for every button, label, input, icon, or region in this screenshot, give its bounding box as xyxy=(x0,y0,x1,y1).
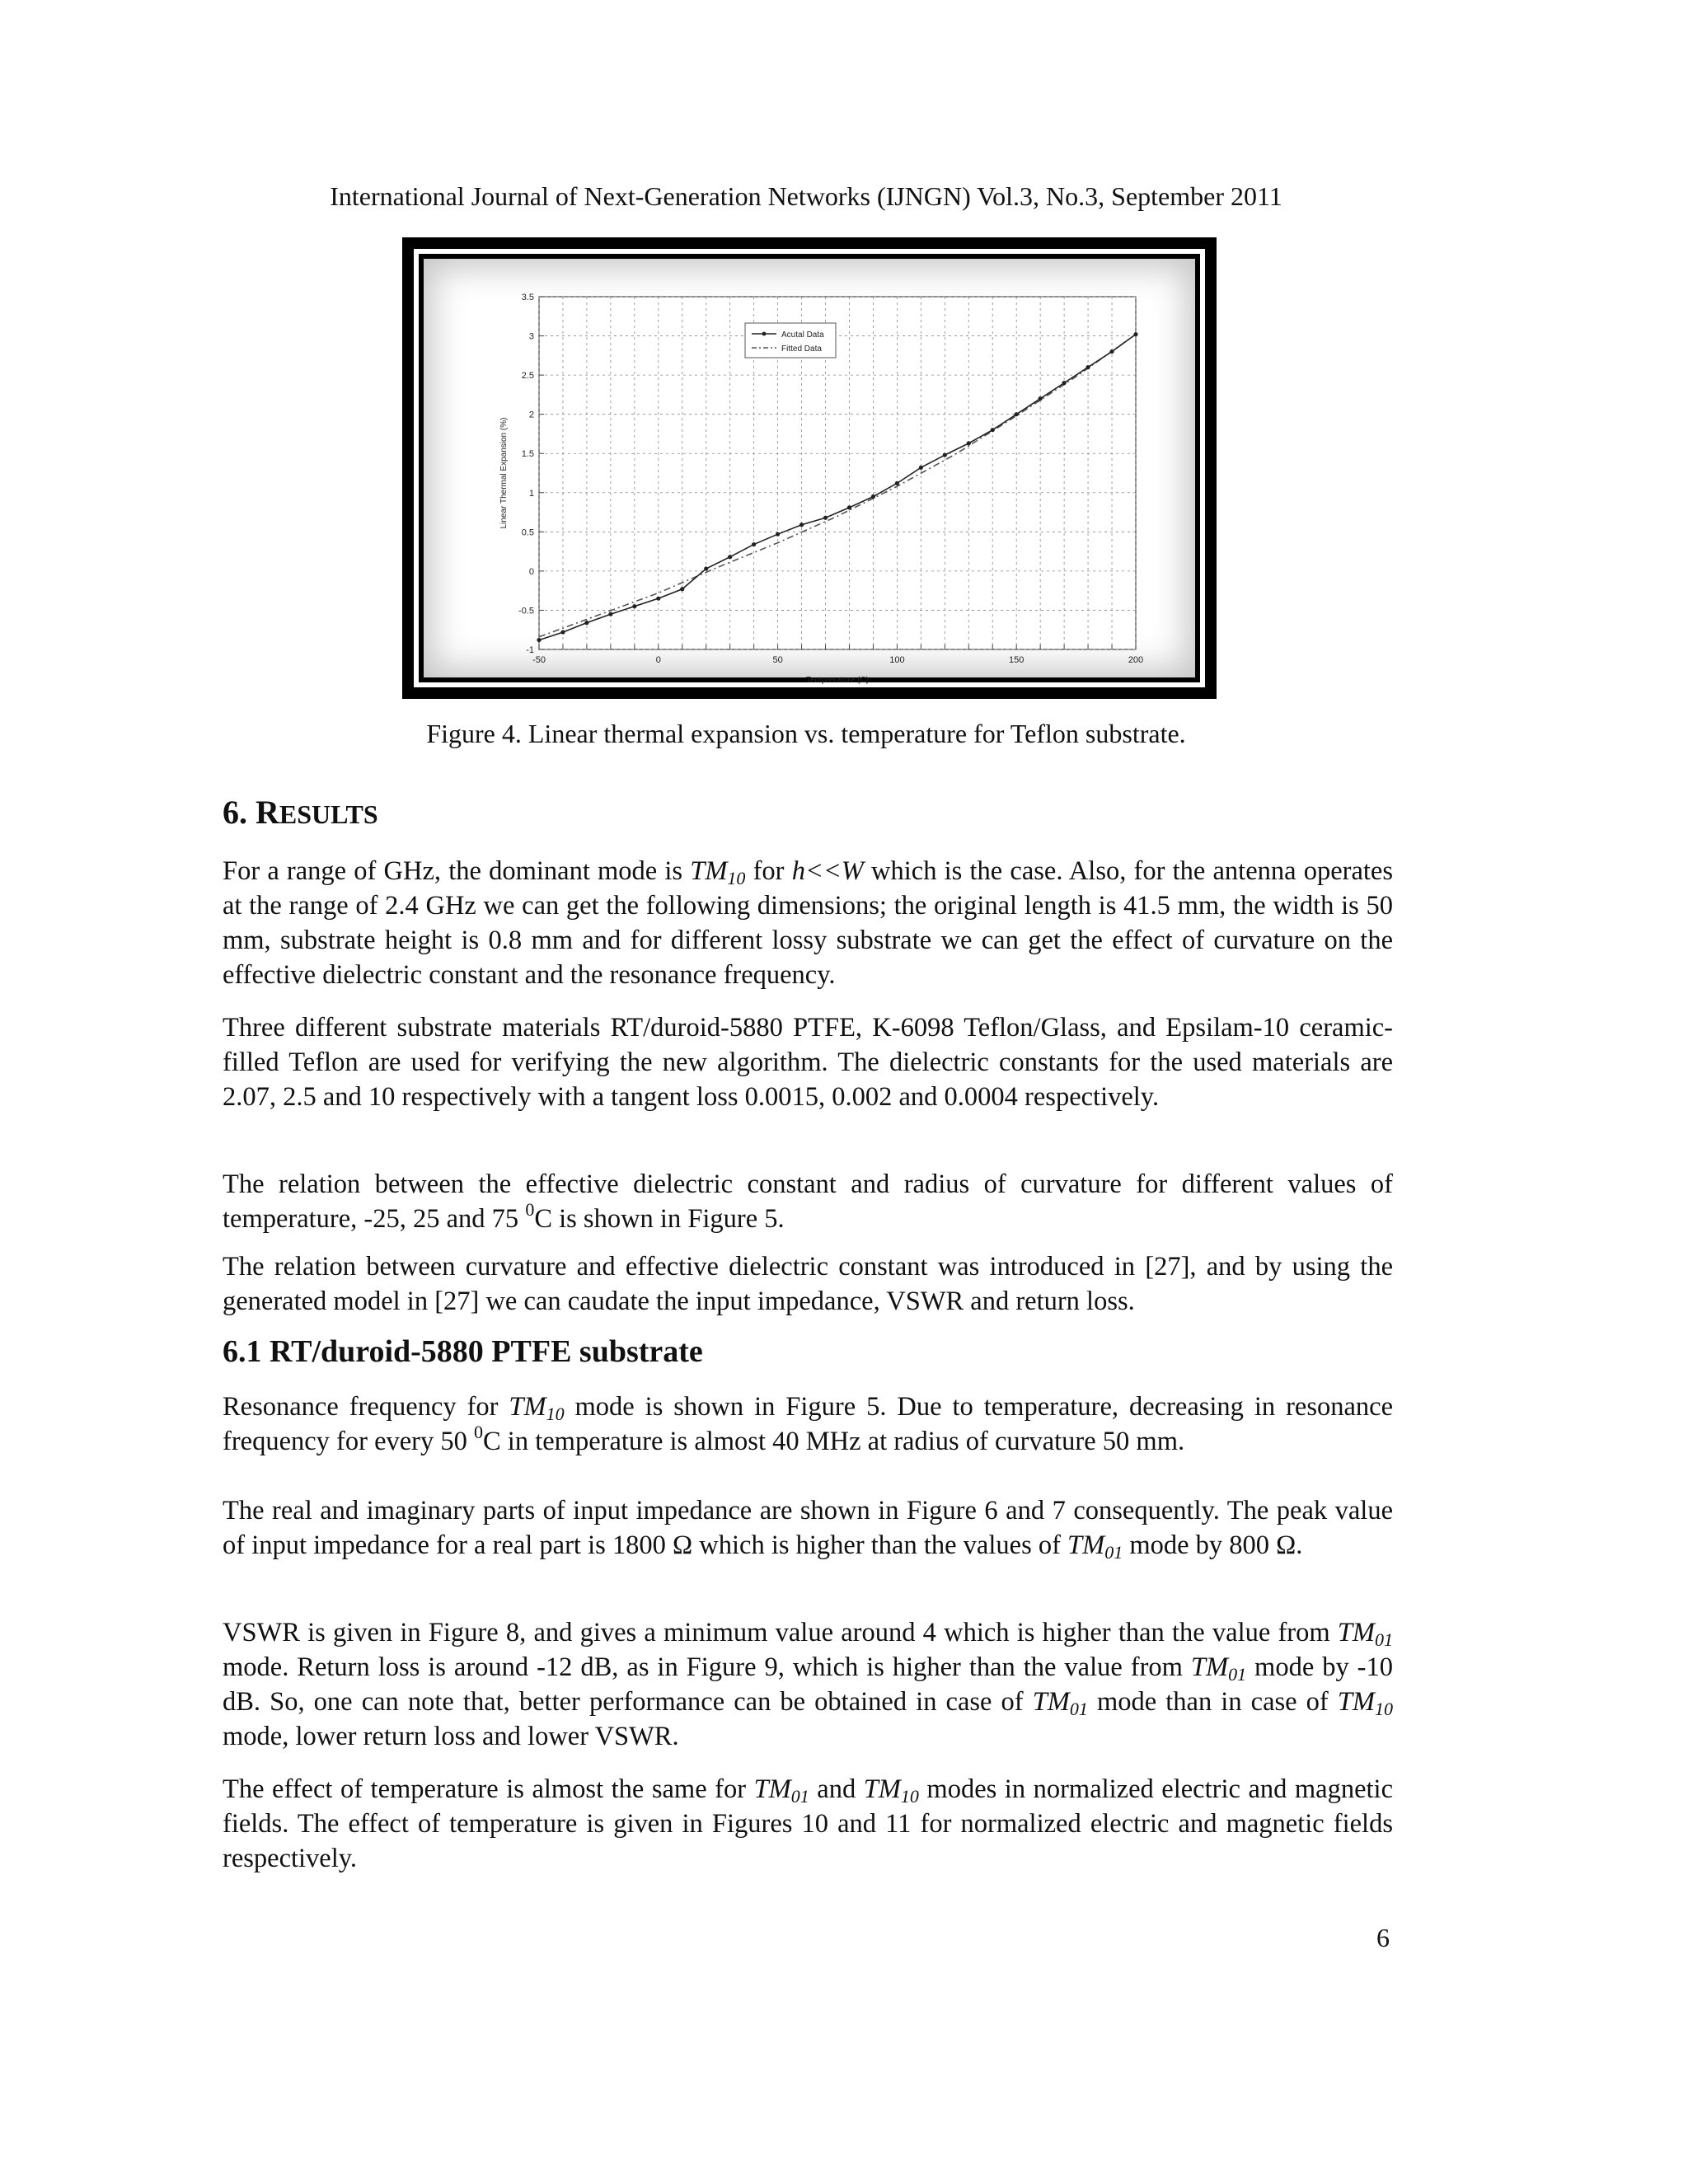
section-number: 6. xyxy=(223,794,247,831)
data-point-actual xyxy=(967,441,971,445)
data-point-actual xyxy=(537,638,541,642)
y-tick-label: 0.5 xyxy=(521,527,534,538)
data-point-actual xyxy=(1133,332,1137,336)
data-point-actual xyxy=(608,612,612,616)
y-tick-label: 3 xyxy=(528,331,534,342)
data-point-actual xyxy=(728,555,732,559)
data-point-actual xyxy=(1109,349,1114,354)
data-point-actual xyxy=(799,523,804,527)
section-title-rest: ESULTS xyxy=(279,799,378,829)
plot-area xyxy=(539,297,1136,649)
data-point-actual xyxy=(847,505,851,509)
paragraph-5: Resonance frequency for $TM_{10}$ mode is shown in Figure 5. Due to temperature, decreasing in resonance frequency for every 50 $^0$C in temperature is almost 40 MHz at radius of curvature 50 mm. xyxy=(223,1392,1393,1456)
y-tick-label: 1 xyxy=(528,488,534,499)
data-point-actual xyxy=(632,604,636,608)
data-point-actual xyxy=(823,516,828,520)
data-point-actual xyxy=(1062,381,1067,385)
data-point-actual xyxy=(871,494,875,499)
data-point-actual xyxy=(560,630,565,634)
data-point-actual xyxy=(1039,396,1043,401)
y-axis-label: Linear Thermal Expansion (%) xyxy=(499,417,509,529)
data-point-actual xyxy=(776,532,780,537)
paragraph-1: For a range of GHz, the dominant mode is $TM_{10}$ for h<<W which is the case. Also, for the antenna operates at the range of 2.4 GHz we can get the following dimensions; the original length is 41.5 mm, the width is 50 mm, substrate height is 0.8 mm and for different lossy substrate we can get the effect of curvature on the effective dielectric constant and the resonance frequency. xyxy=(223,856,1393,990)
figure-caption: Figure 4. Linear thermal expansion vs. temperature for Teflon substrate. xyxy=(426,719,1186,748)
data-point-actual xyxy=(1085,365,1090,369)
y-tick-label: 1.5 xyxy=(521,449,534,460)
x-tick-label: -50 xyxy=(532,655,546,665)
subsection-title: 6.1 RT/duroid-5880 PTFE substrate xyxy=(223,1334,703,1369)
paragraph-7: VSWR is given in Figure 8, and gives a minimum value around 4 which is higher than the value from $TM_{01}$ mode. Return loss is around -12 dB, as in Figure 9, which is higher than the value from $TM_{01}$ mode by -10 dB. So, one can note that, better performance can be obtained in case of $TM_{01}$ mode than in case of $TM_{10}$ mode, lower return loss and lower VSWR. xyxy=(223,1618,1393,1751)
y-tick-label: 3.5 xyxy=(521,293,534,302)
data-point-actual xyxy=(656,597,660,601)
y-tick-label: -1 xyxy=(526,645,534,655)
y-tick-label: 2.5 xyxy=(521,371,534,382)
data-point-actual xyxy=(1015,412,1019,416)
section-title-initial: R xyxy=(256,794,279,831)
x-tick-label: 100 xyxy=(889,655,905,665)
x-axis-label: Temprerature (C) xyxy=(805,676,870,685)
y-tick-label: -0.5 xyxy=(518,606,534,616)
thermal-expansion-chart xyxy=(414,249,1228,710)
data-point-actual xyxy=(680,587,684,591)
paragraph-4: The relation between curvature and effective dielectric constant was introduced in [27], and by using the generated model in [27] we can caudate the input impedance, VSWR and return loss. xyxy=(223,1252,1393,1316)
x-tick-label: 150 xyxy=(1009,655,1025,665)
data-point-actual xyxy=(704,566,708,570)
legend-label-actual: Acutal Data xyxy=(781,330,824,340)
data-point-actual xyxy=(584,621,588,625)
x-tick-label: 0 xyxy=(655,655,661,665)
figure-4 xyxy=(402,237,1217,699)
data-point-actual xyxy=(991,428,995,432)
data-point-actual xyxy=(895,481,899,485)
data-point-actual xyxy=(919,466,923,470)
section-title xyxy=(223,793,378,832)
x-tick-label: 50 xyxy=(772,655,783,665)
paragraph-8: The effect of temperature is almost the same for $TM_{01}$ and $TM_{10}$ modes in normalized electric and magnetic fields. The effect of temperature is given in Figures 10 and 11 for normalized electric and magnetic fields respectively. xyxy=(223,1774,1394,1873)
y-tick-label: 2 xyxy=(528,410,534,420)
y-tick-label: 0 xyxy=(528,566,534,577)
legend-marker-actual xyxy=(762,332,767,336)
paragraph-3: The relation between the effective dielectric constant and radius of curvature for different values of temperature, -25, 25 and 75 $^0$C is shown in Figure 5. xyxy=(223,1169,1393,1234)
x-tick-label: 200 xyxy=(1128,655,1144,665)
data-point-actual xyxy=(752,542,756,546)
paragraph-6: The real and imaginary parts of input impedance are shown in Figure 6 and 7 consequently. The peak value of input impedance for a real part is 1800 Ω which is higher than the values of $TM_{01}$ mode by 800 Ω. xyxy=(223,1496,1393,1563)
legend-label-fitted: Fitted Data xyxy=(781,344,822,354)
running-head: International Journal of Next-Generation Networks (IJNGN) Vol.3, No.3, September 2011 xyxy=(330,181,1282,211)
page-number: 6 xyxy=(1376,1923,1390,1952)
paragraph-2: Three different substrate materials RT/duroid-5880 PTFE, K-6098 Teflon/Glass, and Epsilam-10 ceramic-filled Teflon are used for verifying the new algorithm. The dielectric constants for the used materials are 2.07, 2.5 and 10 respectively with a tangent loss 0.0015, 0.002 and 0.0004 respectively. xyxy=(223,1013,1393,1112)
data-point-actual xyxy=(943,453,947,457)
